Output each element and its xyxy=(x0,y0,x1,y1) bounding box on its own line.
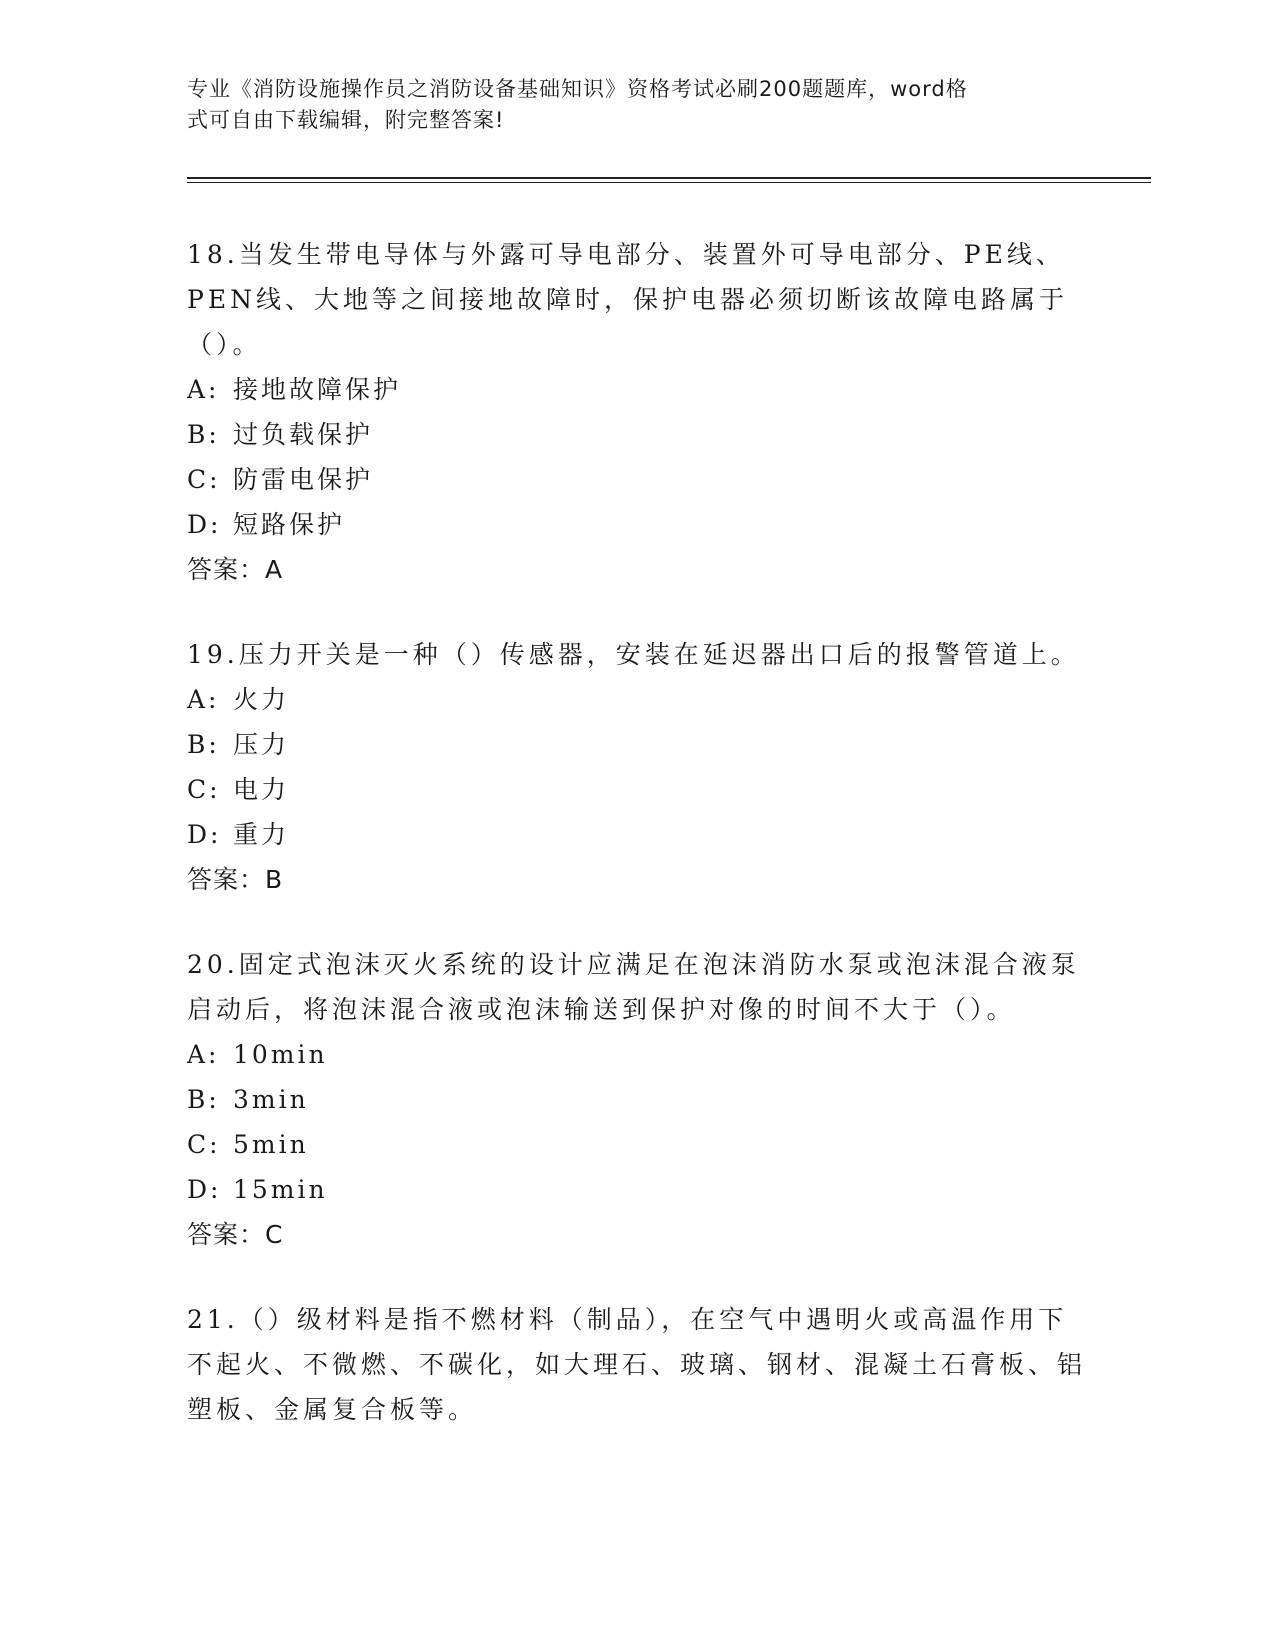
question-stem: 18.当发生带电导体与外露可导电部分、装置外可导电部分、PE线、PEN线、大地等之间接地故障时，保护电器必须切断该故障电路属于（）。 xyxy=(187,240,1068,359)
option-letter: C: xyxy=(187,775,221,804)
option-letter: D: xyxy=(187,510,222,539)
option-letter: A: xyxy=(187,1040,220,1069)
option-b xyxy=(187,1077,1087,1122)
header-line-2: 式可自由下载编辑，附完整答案! xyxy=(187,108,505,132)
option-d xyxy=(187,1167,1087,1212)
header-line-1: 专业《消防设施操作员之消防设备基础知识》资格考试必刷200题题库，word格 xyxy=(187,77,968,101)
option-text: 电力 xyxy=(233,775,290,804)
answer-line: 答案：A xyxy=(187,555,284,584)
option-a xyxy=(187,1032,1087,1077)
option-text: 15min xyxy=(233,1175,328,1204)
option-b xyxy=(187,722,1087,767)
option-letter: D: xyxy=(187,820,222,849)
option-letter: B: xyxy=(187,1085,220,1114)
question-stem: 21.（）级材料是指不燃材料（制品），在空气中遇明火或高温作用下不起火、不微燃、不碳化，如大理石、玻璃、钢材、混凝土石膏板、铝塑板、金属复合板等。 xyxy=(187,1305,1087,1424)
option-letter: C: xyxy=(187,465,221,494)
option-text: 5min xyxy=(233,1130,309,1159)
question-19 xyxy=(187,632,1087,902)
question-list xyxy=(187,232,1087,1472)
option-letter: A: xyxy=(187,375,220,404)
option-text: 10min xyxy=(233,1040,328,1069)
option-text: 重力 xyxy=(233,820,290,849)
option-text: 火力 xyxy=(233,685,290,714)
question-18 xyxy=(187,232,1087,592)
question-21 xyxy=(187,1297,1087,1432)
option-c xyxy=(187,457,1087,502)
option-text: 接地故障保护 xyxy=(233,375,402,404)
question-stem: 20.固定式泡沫灭火系统的设计应满足在泡沫消防水泵或泡沫混合液泵启动后，将泡沫混合液或泡沫输送到保护对像的时间不大于（）。 xyxy=(187,950,1080,1024)
option-c xyxy=(187,767,1087,812)
option-a xyxy=(187,677,1087,722)
header-divider-thick xyxy=(187,177,1151,179)
option-text: 防雷电保护 xyxy=(233,465,374,494)
option-d xyxy=(187,812,1087,857)
option-a xyxy=(187,367,1087,412)
option-b xyxy=(187,412,1087,457)
option-letter: A: xyxy=(187,685,220,714)
option-c xyxy=(187,1122,1087,1167)
option-letter: D: xyxy=(187,1175,222,1204)
option-d xyxy=(187,502,1087,547)
document-header xyxy=(187,74,1067,136)
option-text: 过负载保护 xyxy=(233,420,374,449)
option-letter: B: xyxy=(187,730,220,759)
answer-line: 答案：C xyxy=(187,1220,284,1249)
header-divider-thin xyxy=(187,182,1151,183)
option-text: 3min xyxy=(233,1085,309,1114)
option-letter: B: xyxy=(187,420,220,449)
question-stem: 19.压力开关是一种（）传感器，安装在延迟器出口后的报警管道上。 xyxy=(187,640,1080,669)
question-20 xyxy=(187,942,1087,1257)
answer-line: 答案：B xyxy=(187,865,284,894)
option-text: 短路保护 xyxy=(233,510,346,539)
option-text: 压力 xyxy=(233,730,290,759)
option-letter: C: xyxy=(187,1130,221,1159)
